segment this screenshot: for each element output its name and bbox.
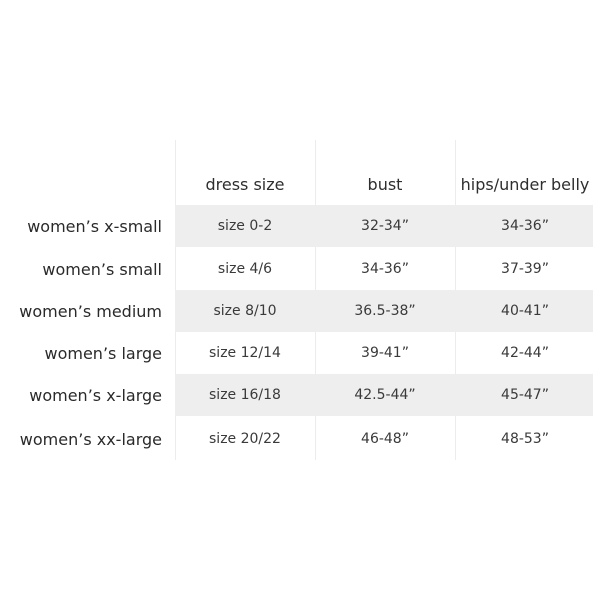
header-bust: bust — [367, 175, 403, 194]
cell-bust: 39-41” — [361, 345, 409, 361]
cell-dress-size: size 4/6 — [217, 261, 273, 277]
cell-bust: 42.5-44” — [354, 387, 416, 403]
row-label: women’s medium — [19, 301, 162, 321]
cell-dress-size: size 8/10 — [213, 303, 277, 319]
cell-bust: 46-48” — [361, 431, 409, 447]
header-hips: hips/under belly — [460, 175, 590, 194]
cell-bust: 32-34” — [361, 218, 409, 234]
cell-hips: 37-39” — [501, 261, 549, 277]
row-label: women’s x-large — [29, 385, 162, 405]
cell-bust: 36.5-38” — [354, 303, 416, 319]
table-row — [0, 248, 600, 290]
table-row — [0, 374, 600, 416]
table-row — [0, 205, 600, 247]
cell-hips: 45-47” — [501, 387, 549, 403]
table-row — [0, 290, 600, 332]
cell-dress-size: size 12/14 — [209, 345, 281, 361]
header-dress-size: dress size — [205, 175, 285, 194]
row-label: women’s small — [42, 259, 162, 279]
cell-dress-size: size 20/22 — [209, 431, 281, 447]
row-label: women’s x-small — [27, 216, 162, 236]
table-row — [0, 418, 600, 460]
row-label: women’s xx-large — [19, 429, 162, 449]
cell-hips: 40-41” — [501, 303, 549, 319]
cell-bust: 34-36” — [361, 261, 409, 277]
row-label: women’s large — [44, 343, 162, 363]
cell-dress-size: size 16/18 — [209, 387, 281, 403]
cell-hips: 34-36” — [501, 218, 549, 234]
cell-hips: 48-53” — [501, 431, 549, 447]
cell-dress-size: size 0-2 — [217, 218, 273, 234]
table-row — [0, 332, 600, 374]
cell-hips: 42-44” — [501, 345, 549, 361]
